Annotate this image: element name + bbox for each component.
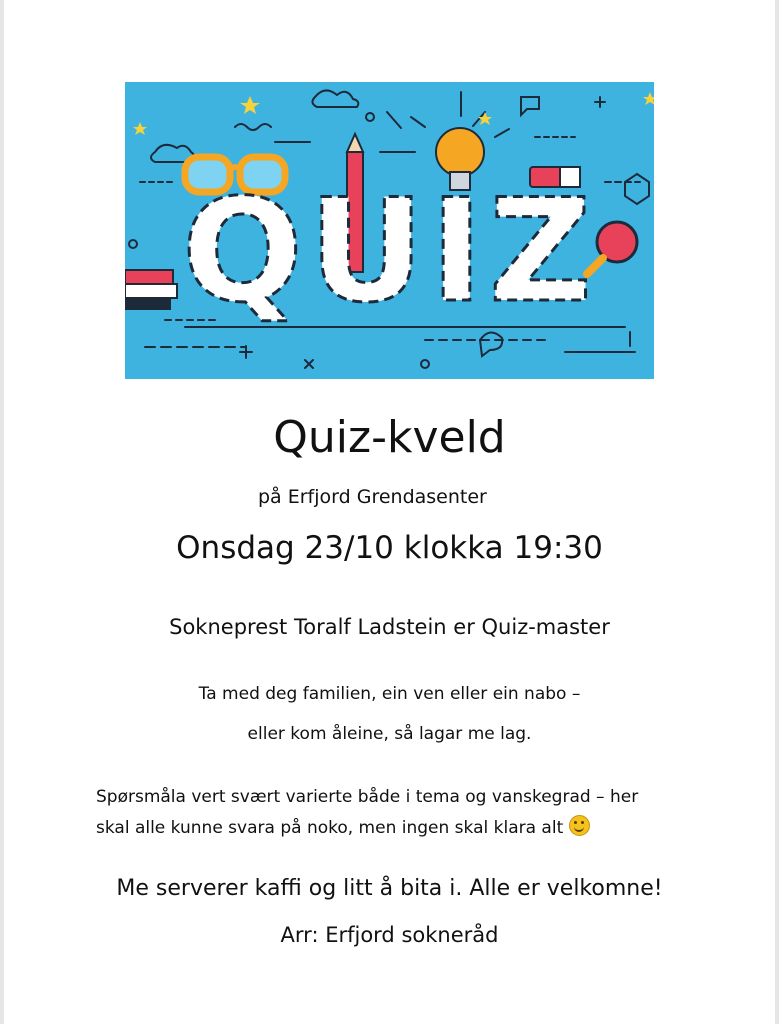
quizmaster-line: Sokneprest Toralf Ladstein er Quiz-master xyxy=(169,615,610,639)
questions-line-1: Spørsmåla vert svært varierte både i tema og vanskegrad – her xyxy=(96,787,639,807)
questions-line-2 xyxy=(96,815,590,838)
banner-quiz-word: QUIZ xyxy=(182,169,598,334)
questions-line-2-text: skal alle kunne svara på noko, men ingen skal klara alt xyxy=(96,818,564,838)
page-edge-left xyxy=(0,0,4,1024)
organizer-line: Arr: Erfjord sokneråd xyxy=(280,923,499,947)
quiz-banner-illustration xyxy=(125,82,654,379)
serving-line: Me serverer kaffi og litt å bita i. Alle er velkomne! xyxy=(116,876,663,901)
invite-line-2: eller kom åleine, så lagar me lag. xyxy=(247,724,532,744)
invite-line-1: Ta med deg familien, ein ven eller ein nabo – xyxy=(198,684,581,704)
page-edge-right xyxy=(775,0,779,1024)
smiley-icon xyxy=(569,815,590,836)
event-date: Onsdag 23/10 klokka 19:30 xyxy=(176,530,603,566)
event-venue: på Erfjord Grendasenter xyxy=(258,486,487,508)
event-title: Quiz-kveld xyxy=(273,412,506,463)
